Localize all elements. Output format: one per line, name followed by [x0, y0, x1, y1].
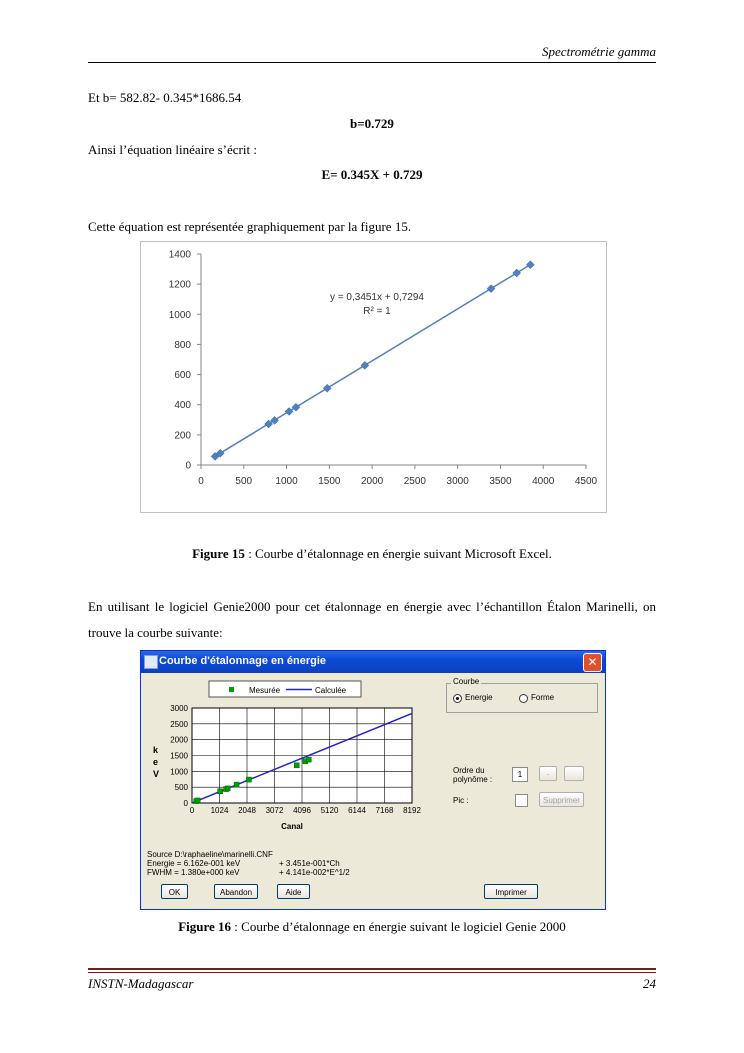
genie-window	[140, 650, 606, 910]
excel-x-tick-label: 0	[198, 476, 204, 487]
excel-y-tick-label: 400	[174, 400, 191, 412]
energie-slope: + 3.451e-001*Ch	[279, 859, 340, 868]
genie-measured-point	[225, 786, 230, 791]
canal-label: Canal	[281, 822, 303, 831]
ordre-value[interactable]: 1	[512, 767, 528, 782]
genie-x-tick-label: 0	[189, 806, 195, 815]
ok-button[interactable]: OK	[161, 884, 188, 899]
genie-x-tick-label: 5120	[320, 806, 339, 815]
aide-button[interactable]: Aide	[277, 884, 310, 899]
excel-data-point	[513, 269, 521, 277]
ordre-plus-button[interactable]	[564, 766, 584, 781]
excel-axes	[169, 250, 598, 488]
genie-measured-point	[294, 763, 299, 768]
genie-x-tick-label: 2048	[238, 806, 256, 815]
fwhm-coef: FWHM = 1.380e+000 keV	[147, 868, 240, 877]
excel-data-point	[292, 403, 300, 411]
excel-y-tick-label: 1200	[168, 279, 191, 291]
pic-label: Pic :	[453, 796, 469, 805]
radio-energie-label: Energie	[465, 693, 493, 702]
excel-x-tick-label: 2000	[360, 476, 384, 487]
genie-y-tick-label: 1000	[170, 767, 188, 777]
excel-chart	[140, 241, 607, 513]
excel-data-point	[361, 361, 369, 369]
genie-measured-point	[195, 798, 200, 803]
window-title: Courbe d'étalonnage en énergie	[159, 655, 327, 667]
text-intro-fig15: Cette équation est représentée graphiquement par la figure 15.	[88, 219, 412, 234]
excel-y-tick-label: 800	[174, 339, 191, 351]
genie-chart	[141, 673, 441, 873]
genie-x-tick-label: 6144	[348, 806, 366, 815]
pic-checkbox[interactable]	[515, 794, 528, 807]
courbe-group-title: Courbe	[453, 677, 480, 686]
close-button[interactable]: ✕	[583, 653, 602, 672]
footer-rule-thin	[88, 972, 656, 973]
genie-grid	[170, 704, 421, 815]
genie-y-tick-label: 0	[183, 799, 188, 808]
figure-16-text: : Courbe d’étalonnage en énergie suivant le logiciel Genie 2000	[231, 919, 566, 934]
ordre-label-2: polynôme :	[453, 775, 493, 784]
excel-data-point	[285, 407, 293, 415]
excel-data-point	[487, 285, 495, 293]
genie-measured-point	[234, 782, 239, 787]
figure-15-caption	[88, 546, 656, 562]
excel-y-tick-label: 0	[185, 460, 191, 472]
text-line-b: Et b= 582.82- 0.345*1686.54	[88, 90, 242, 105]
genie-x-tick-label: 7168	[375, 806, 394, 815]
radio-energie[interactable]	[453, 694, 462, 703]
radio-forme-label: Forme	[531, 693, 555, 702]
abandon-button[interactable]: Abandon	[214, 884, 258, 899]
excel-data-point	[323, 384, 331, 392]
equation: E= 0.345X + 0.729	[321, 167, 423, 182]
footer-institution: INSTN-Madagascar	[88, 976, 194, 991]
source-path: Source D:\raphaeline\marinelli.CNF	[147, 850, 273, 859]
excel-x-tick-label: 1500	[318, 476, 341, 487]
running-header: Spectrométrie gamma	[542, 44, 656, 59]
genie-x-tick-label: 8192	[403, 806, 421, 815]
ordre-label-1: Ordre du	[453, 766, 485, 775]
genie-measured-point	[246, 777, 251, 782]
excel-y-tick-label: 600	[174, 370, 191, 382]
legend-measured-label: Mesurée	[249, 686, 281, 695]
excel-x-tick-label: 4500	[574, 476, 598, 487]
excel-y-tick-label: 1400	[168, 249, 191, 261]
genie-x-axis-label	[281, 822, 303, 831]
figure-15-text: : Courbe d’étalonnage en énergie suivant Microsoft Excel.	[244, 546, 552, 561]
kev-k: k	[153, 745, 159, 755]
figure-16-caption	[88, 919, 656, 935]
imprimer-button[interactable]: Imprimer	[484, 884, 538, 899]
excel-data-point	[526, 261, 534, 269]
window-titlebar[interactable]	[141, 651, 605, 673]
genie-y-tick-label: 2000	[170, 735, 188, 745]
ordre-minus-button[interactable]: -	[539, 766, 557, 781]
figure-16-label: Figure 16	[178, 919, 232, 934]
app-icon	[144, 655, 158, 669]
paragraph-genie: En utilisant le logiciel Genie2000 pour cet étalonnage en énergie avec l’échantillon Étalon Marinelli, on trouve la courbe suivante:	[88, 599, 656, 640]
trendline-equation: y = 0,3451x + 0,7294	[330, 292, 424, 303]
legend-calculated-label: Calculée	[315, 686, 347, 695]
excel-y-tick-label: 1000	[168, 309, 191, 321]
genie-y-tick-label: 1500	[170, 751, 188, 761]
excel-x-tick-label: 500	[235, 476, 253, 487]
excel-chart-svg	[141, 242, 606, 512]
header-rule	[88, 62, 656, 63]
text-ainsi: Ainsi l’équation linéaire s’écrit :	[88, 142, 257, 157]
genie-measured-point	[218, 789, 223, 794]
excel-x-tick-label: 2500	[403, 476, 427, 487]
genie-x-tick-label: 3072	[265, 806, 284, 815]
legend-measured-marker	[229, 687, 234, 692]
excel-y-tick-label: 200	[174, 430, 191, 442]
genie-x-tick-label: 1024	[210, 806, 229, 815]
footer-rule-thick	[88, 968, 656, 970]
b-result: b=0.729	[350, 116, 394, 131]
r-squared: R² = 1	[363, 306, 391, 317]
radio-forme[interactable]	[519, 694, 528, 703]
figure-15-label: Figure 15	[192, 546, 245, 561]
excel-x-tick-label: 3000	[446, 476, 469, 487]
page-number: 24	[643, 976, 656, 991]
excel-x-tick-label: 4000	[532, 476, 555, 487]
fwhm-term: + 4.141e-002*E^1/2	[279, 868, 350, 877]
supprimer-button[interactable]: Supprimer	[539, 792, 584, 807]
kev-e: e	[153, 757, 159, 767]
energie-coef: Energie = 6.162e-001 keV	[147, 859, 241, 868]
genie-measured-point	[306, 757, 311, 762]
genie-y-tick-label: 2500	[170, 719, 188, 729]
genie-x-tick-label: 4096	[293, 806, 311, 815]
excel-x-tick-label: 3500	[489, 476, 512, 487]
genie-y-tick-label: 500	[174, 783, 188, 793]
genie-y-tick-label: 3000	[170, 704, 188, 713]
kev-v: V	[153, 769, 160, 779]
excel-x-tick-label: 1000	[275, 476, 298, 487]
